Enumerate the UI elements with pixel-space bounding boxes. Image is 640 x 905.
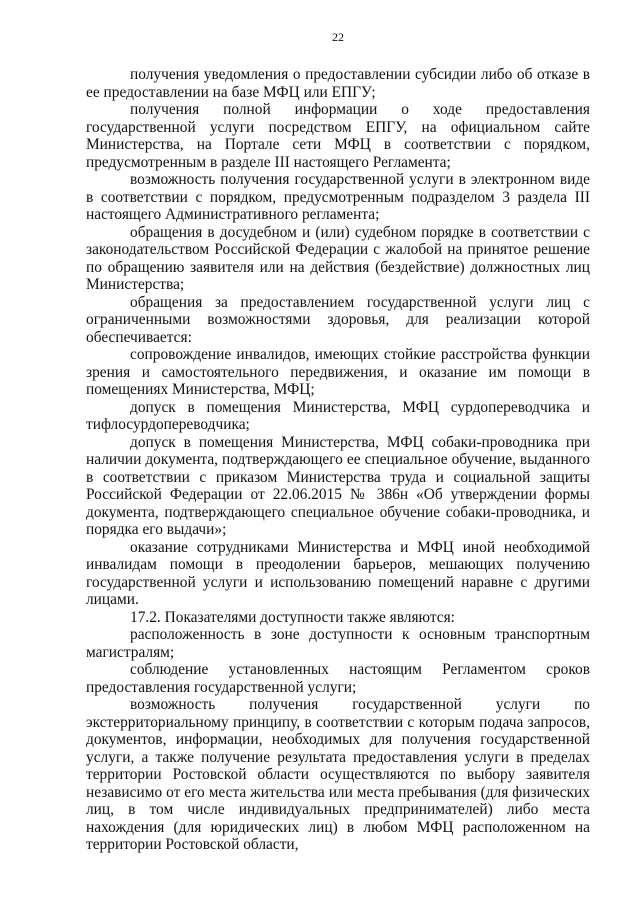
paragraph: возможность получения государственной услуги в электронном виде в соответствии с порядком, предусмотренным подразделом 3 раздела III настоящего Административного регламента;: [86, 171, 590, 223]
paragraph: соблюдение установленных настоящим Регламентом сроков предоставления государственной услуги;: [86, 661, 590, 696]
paragraph: оказание сотрудниками Министерства и МФЦ иной необходимой инвалидам помощи в преодолении барьеров, мешающих получению государственной услуги и использованию помещений наравне с другими лицами.: [86, 538, 590, 608]
paragraph: допуск в помещения Министерства, МФЦ собаки-проводника при наличии документа, подтверждающего ее специальное обучение, выданного в соответствии с приказом Министерства труда и социальной защиты Российской Федерации от 22.06.2015 № 386н «Об утверждении формы документа, подтверждающего специальное обучение собаки-проводника, и порядка его выдачи»;: [86, 433, 590, 538]
paragraph: возможность получения государственной услуги по экстерриториальному принципу, в соответствии с которым подача запросов, документов, информации, необходимых для получения государственной услуги, а также получение результата предоставления услуги в пределах территории Ростовской области осуществляются по выбору заявителя независимо от его места жительства или места пребывания (для физических лиц, в том числе индивидуальных предпринимателей) либо места нахождения (для юридических лиц) в любом МФЦ расположенном на территории Ростовской области,: [86, 696, 590, 853]
paragraph: расположенность в зоне доступности к основным транспортным магистралям;: [86, 626, 590, 661]
paragraph: получения уведомления о предоставлении субсидии либо об отказе в ее предоставлении на базе МФЦ или ЕПГУ;: [86, 66, 590, 101]
paragraph: обращения в досудебном и (или) судебном порядке в соответствии с законодательством Российской Федерации с жалобой на принятое решение по обращению заявителя или на действия (бездействие) должностных лиц Министерства;: [86, 223, 590, 293]
section-heading: 17.2. Показателями доступности также являются:: [130, 608, 455, 626]
document-body: [86, 66, 590, 854]
paragraph: обращения за предоставлением государственной услуги лиц с ограниченными возможностями здоровья, для реализации которой обеспечивается:: [86, 293, 590, 346]
paragraph: допуск в помещения Министерства, МФЦ сурдопереводчика и тифлосурдопереводчика;: [86, 398, 590, 433]
page-number: 22: [332, 30, 344, 44]
paragraph: получения полной информации о ходе предоставления государственной услуги посредством ЕПГУ, на официальном сайте Министерства, на Портале сети МФЦ в соответствии с порядком, предусмотренным в разделе III настоящего Регламента;: [86, 101, 590, 171]
paragraph: сопровождение инвалидов, имеющих стойкие расстройства функции зрения и самостоятельного передвижения, и оказание им помощи в помещениях Министерства, МФЦ;: [86, 346, 590, 398]
